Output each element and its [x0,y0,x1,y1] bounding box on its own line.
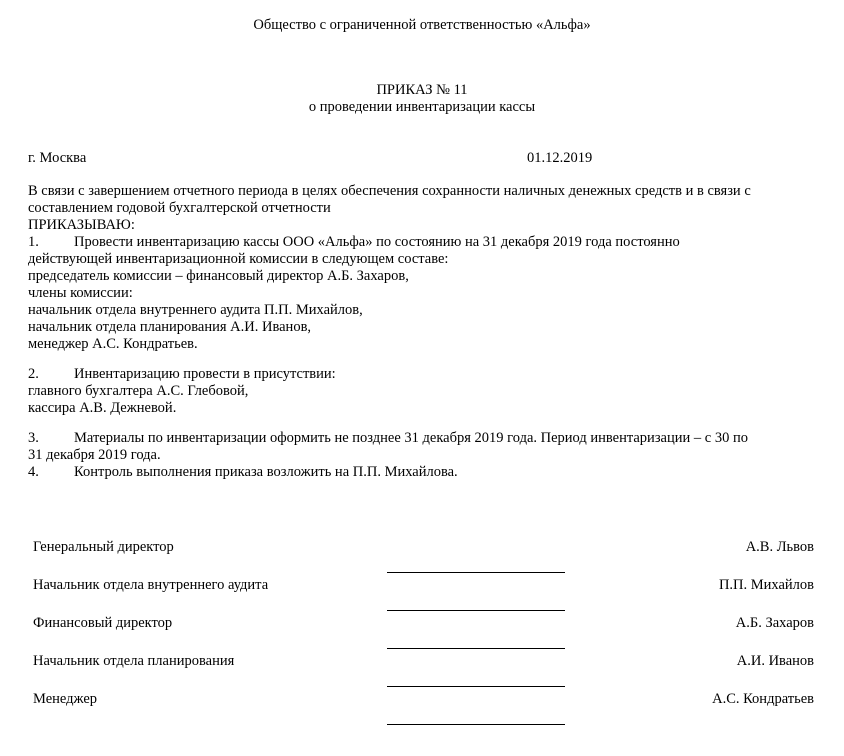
signature-position: Менеджер [33,691,98,707]
signature-line [387,572,565,573]
item-number: 2. [28,366,39,382]
item-1-line-5: начальник отдела внутреннего аудита П.П. Михайлов, [28,302,363,318]
item-1-line-7: менеджер А.С. Кондратьев. [28,336,198,352]
item-2-line-2: главного бухгалтера А.С. Глебовой, [28,383,249,399]
list-item-3 [28,430,748,447]
signature-position: Начальник отдела внутреннего аудита [33,577,269,593]
item-text: Провести инвентаризацию кассы ООО «Альфа» по состоянию на 31 декабря 2019 года постоянно [74,234,680,250]
item-text: Инвентаризацию провести в присутствии: [74,366,336,382]
signature-name: П.П. Михайлов [718,577,814,593]
signature-line [387,610,565,611]
preamble-line-1: В связи с завершением отчетного периода в целях обеспечения сохранности наличных денежных средств и в связи с [28,183,751,199]
list-item-4 [28,464,458,481]
signature-name: А.Б. Захаров [735,615,814,631]
order-title: ПРИКАЗ № 11 [376,82,468,98]
signature-name: А.В. Львов [745,539,814,555]
signature-line [387,648,565,649]
signature-position: Финансовый директор [33,615,173,631]
organization-name: Общество с ограниченной ответственностью «Альфа» [253,17,591,33]
signature-line [387,686,565,687]
signature-position: Начальник отдела планирования [33,653,235,669]
item-1-line-2: действующей инвентаризационной комиссии в следующем составе: [28,251,449,267]
preamble-line-2: составлением годовой бухгалтерской отчетности [28,200,331,216]
list-item-2 [28,366,336,383]
signature-name: А.С. Кондратьев [712,691,814,707]
order-subject: о проведении инвентаризации кассы [308,99,536,115]
item-number: 3. [28,430,39,446]
signature-name: А.И. Иванов [736,653,814,669]
item-1-line-4: члены комиссии: [28,285,133,301]
item-text: Материалы по инвентаризации оформить не позднее 31 декабря 2019 года. Период инвентаризации – с 30 по [74,430,748,446]
item-1-line-3: председатель комиссии – финансовый директор А.Б. Захаров, [28,268,409,284]
city: г. Москва [28,150,87,166]
item-number: 1. [28,234,39,250]
item-number: 4. [28,464,39,480]
item-text: Контроль выполнения приказа возложить на П.П. Михайлова. [74,464,458,480]
item-3-line-2: 31 декабря 2019 года. [28,447,161,463]
item-2-line-3: кассира А.В. Дежневой. [28,400,177,416]
list-item-1 [28,234,680,251]
order-date: 01.12.2019 [527,150,593,166]
order-word: ПРИКАЗЫВАЮ: [28,217,135,233]
item-1-line-6: начальник отдела планирования А.И. Иванов, [28,319,312,335]
signature-line [387,724,565,725]
signature-position: Генеральный директор [33,539,174,555]
